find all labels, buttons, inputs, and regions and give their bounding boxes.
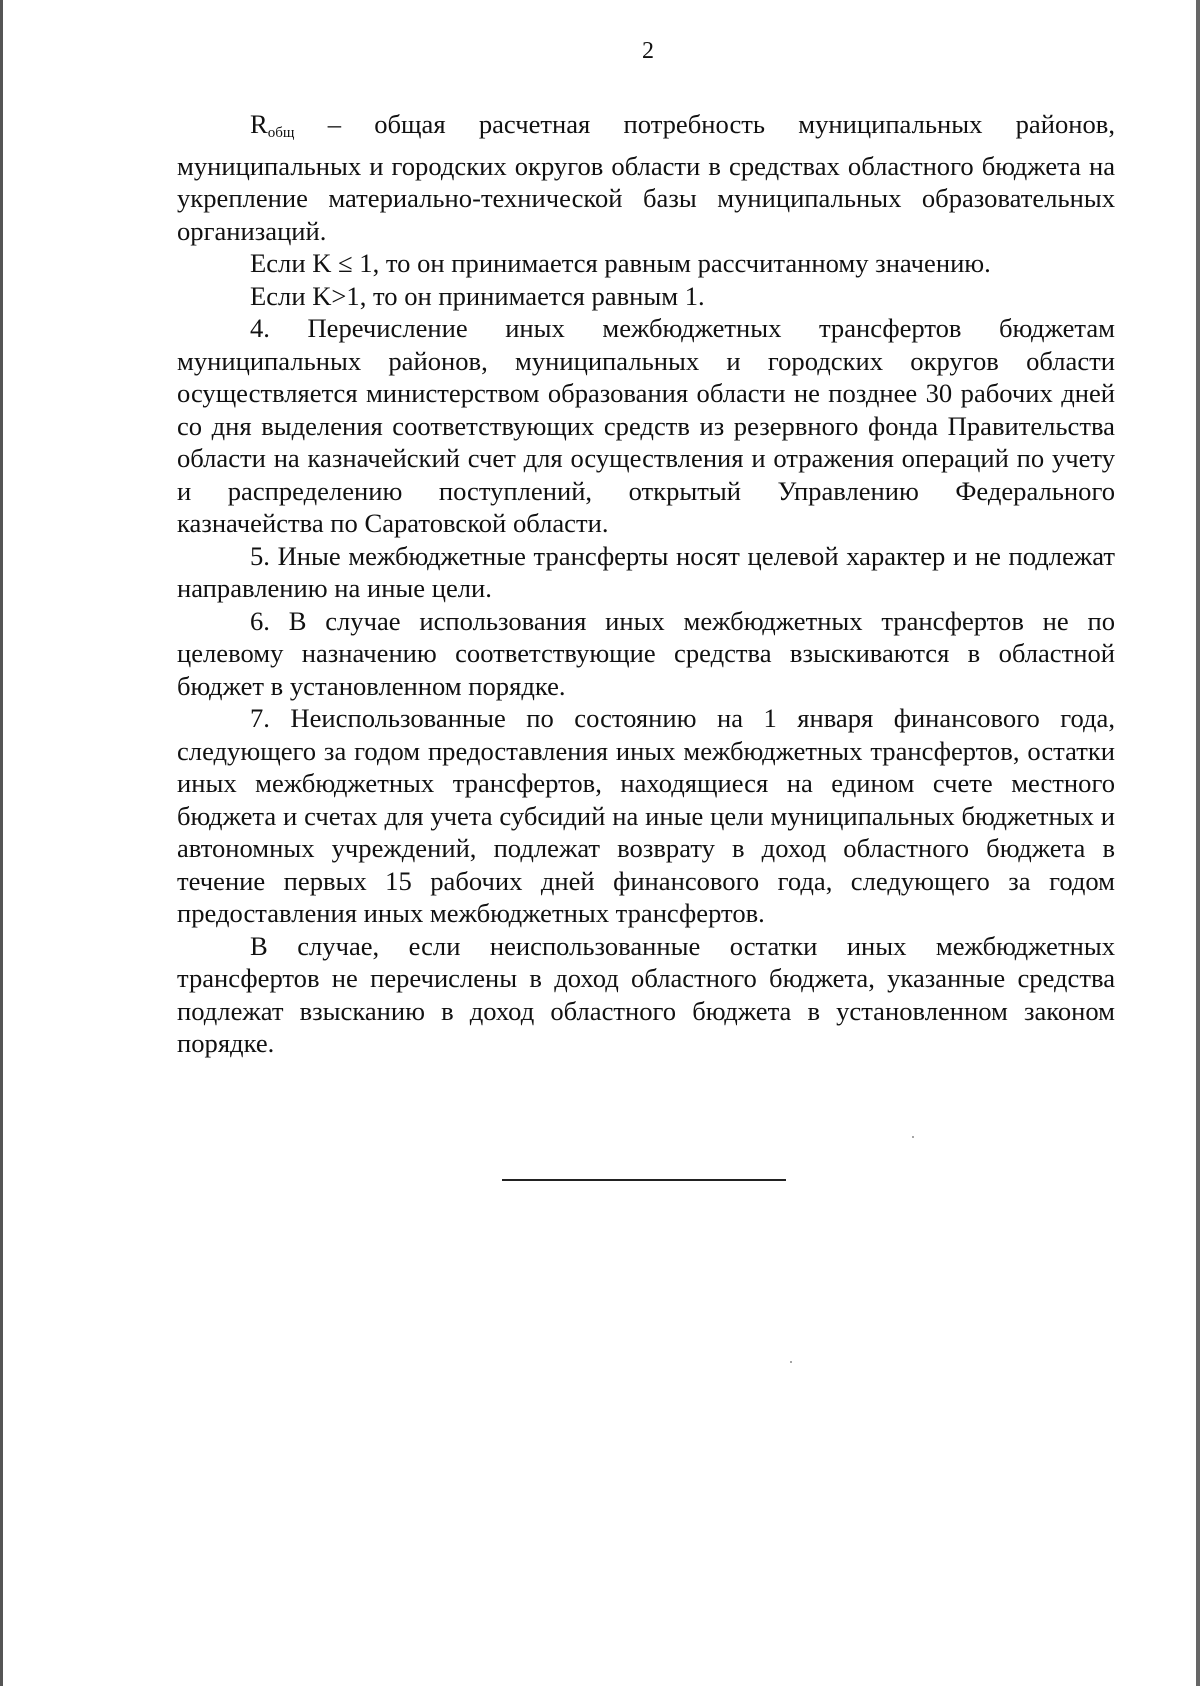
paragraph-item-5: 5. Иные межбюджетные трансферты носят целевой характер и не подлежат направлению на иные цели. (177, 540, 1115, 603)
r-definition-text: – общая расчетная потребность муниципальных районов, муниципальных и городских округов области в средствах областного бюджета на укрепление материально-технической базы муниципальных образовательных организаций. (177, 109, 1115, 246)
paragraph-unused-balances: В случае, если неиспользованные остатки иных межбюджетных трансфертов не перечислены в доход областного бюджета, указанные средства подлежат взысканию в доход областного бюджета в установленном законом порядке. (177, 930, 1115, 1058)
r-subscript: общ (267, 125, 295, 141)
scan-speck (912, 1136, 914, 1138)
paragraph-r-definition (177, 108, 1115, 247)
scan-speck (790, 1361, 792, 1363)
document-body (177, 108, 1115, 1060)
paragraph-item-4: 4. Перечисление иных межбюджетных трансфертов бюджетам муниципальных районов, муниципальных и городских округов области осуществляется министерством образования области не позднее 30 рабочих дней со дня выделения соответствующих средств из резервного фонда Правительства области на казначейский счет для осуществления и отражения операций по учету и распределению поступлений, открытый Управлению Федерального казначейства по Саратовской области. (177, 313, 1115, 538)
scan-border-left (0, 0, 3, 1686)
paragraph-k-le-1: Если K ≤ 1, то он принимается равным рассчитанному значению. (250, 248, 991, 278)
r-symbol: R (250, 109, 268, 139)
paragraph-item-7: 7. Неиспользованные по состоянию на 1 января финансового года, следующего за годом предоставления иных межбюджетных трансфертов, остатки иных межбюджетных трансфертов, находящиеся на едином счете местного бюджета и счетах для учета субсидий на иные цели муниципальных бюджетных и автономных учреждений, подлежат возврату в доход областного бюджета в течение первых 15 рабочих дней финансового года, следующего за годом предоставления иных межбюджетных трансфертов. (177, 703, 1115, 928)
scan-border-right (1196, 0, 1200, 1686)
paragraph-k-gt-1: Если K>1, то он принимается равным 1. (250, 280, 705, 311)
paragraph-item-6: 6. В случае использования иных межбюджетных трансфертов не по целевому назначению соответствующие средства взыскиваются в областной бюджет в установленном порядке. (177, 605, 1115, 701)
page-number: 2 (642, 38, 654, 64)
end-of-document-rule (502, 1179, 786, 1181)
